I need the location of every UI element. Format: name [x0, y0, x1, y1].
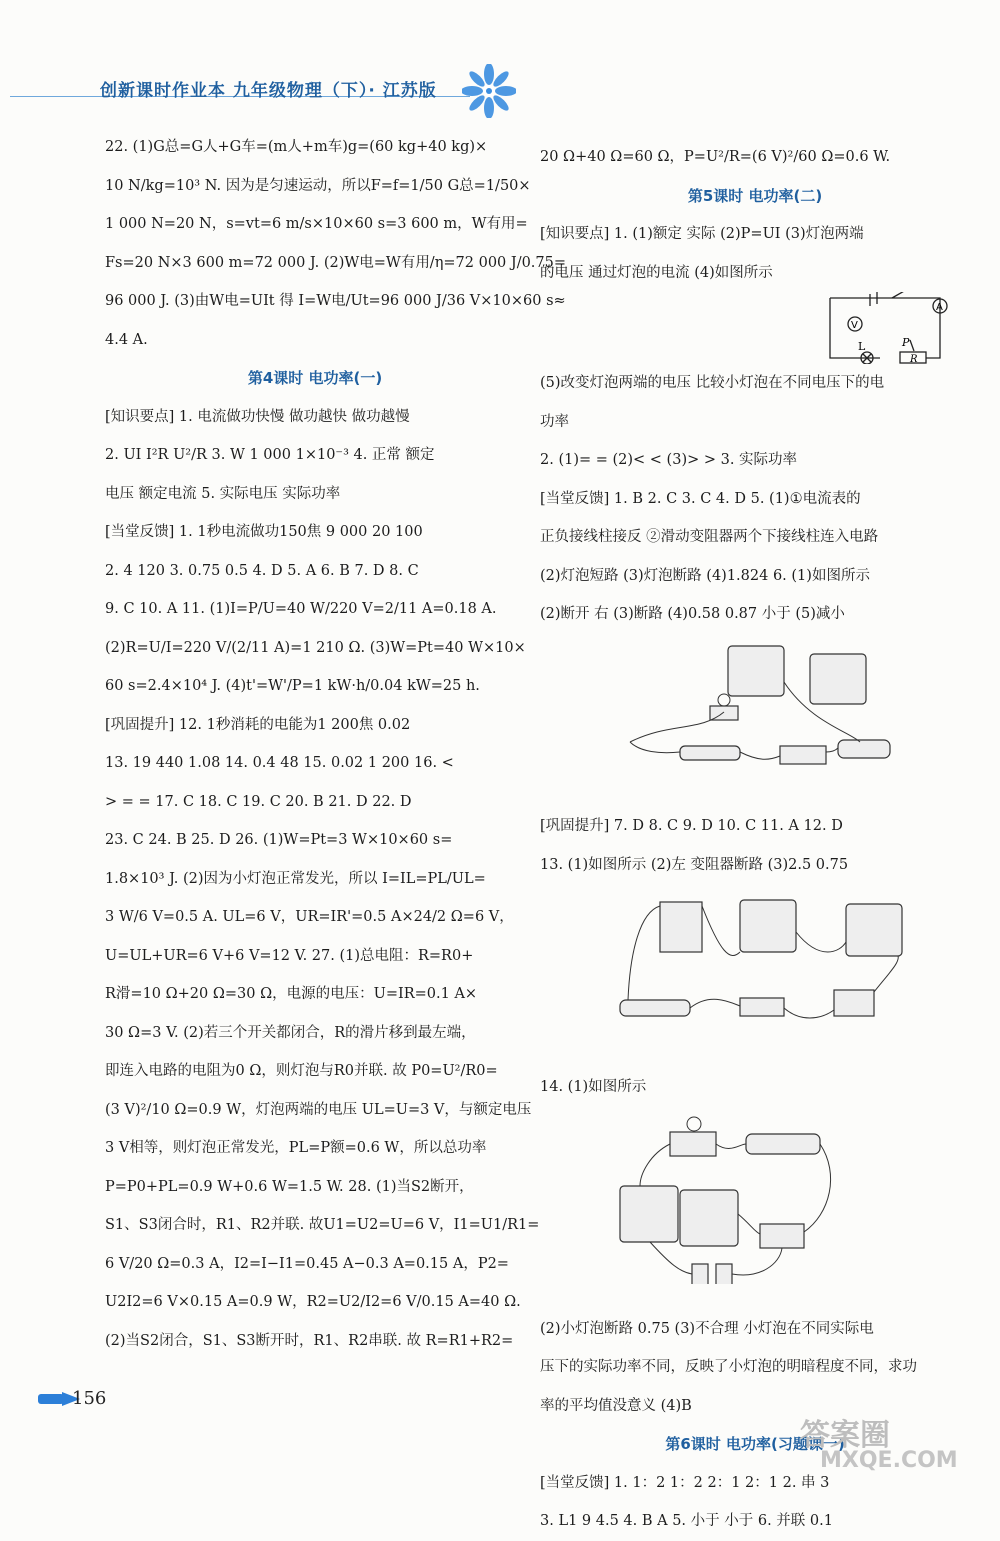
text-line: Fs=20 N×3 600 m=72 000 J. (2)W电=W有用/η=72 000 J/0.75=: [105, 254, 567, 271]
text-line: 1.8×10³ J. (2)因为小灯泡正常发光，所以 I=IL=PL/UL=: [105, 870, 486, 887]
section-heading: 第5课时 电功率(二): [687, 186, 823, 205]
header-title: 创新课时作业本 九年级物理（下）· 江苏版: [100, 81, 437, 101]
text-line: 22. (1)G总=G人+G车=(m人+m车)g=(60 kg+40 kg)×: [105, 139, 488, 155]
text-line: 2. (1)= = (2)< < (3)> > 3. 实际功率: [540, 452, 798, 468]
slider-label: P: [902, 336, 910, 349]
text-line: 即连入电路的电阻为0 Ω，则灯泡与R0并联. 故 P0=U²/R0=: [105, 1063, 498, 1079]
text-line: 13. 19 440 1.08 14. 0.4 48 15. 0.02 1 200 16. <: [105, 755, 454, 771]
text-line: 60 s=2.4×10⁴ J. (4)t'=W'/P=1 kW·h/0.04 kW=25 h.: [105, 678, 480, 694]
apparatus-figure-13: [610, 892, 910, 1042]
text-line: 正负接线柱接反 ②滑动变阻器两个下接线柱连入电路: [540, 529, 879, 545]
voltmeter-label: V: [851, 320, 858, 331]
text-line: > = = 17. C 18. C 19. C 20. B 21. D 22. D: [105, 793, 412, 810]
text-line: [巩固提升] 12. 1秒消耗的电能为1 200焦 0.02: [105, 716, 411, 733]
text-line: (2)当S2闭合，S1、S3断开时，R1、R2串联. 故 R=R1+R2=: [105, 1332, 514, 1349]
text-line: [当堂反馈] 1. 1秒电流做功150焦 9 000 20 100: [105, 524, 423, 540]
text-line: 3. L1 9 4.5 4. B A 5. 小于 小于 6. 并联 0.1: [540, 1513, 833, 1529]
watermark-url: MXQE.COM: [820, 1448, 958, 1473]
text-line: R滑=10 Ω+20 Ω=30 Ω，电源的电压：U=IR=0.1 A×: [105, 986, 478, 1002]
text-line: 9. C 10. A 11. (1)I=P/U=40 W/220 V=2/11 A=0.18 A.: [105, 601, 497, 617]
page-number: 156: [72, 1388, 107, 1409]
text-line: 电压 额定电流 5. 实际电压 实际功率: [105, 485, 341, 502]
left-column: [105, 128, 567, 1360]
text-line: [当堂反馈] 1. B 2. C 3. C 4. D 5. (1)①电流表的: [540, 490, 861, 507]
text-line: 23. C 24. B 25. D 26. (1)W=Pt=3 W×10×60 s=: [105, 832, 453, 848]
text-line: (5)改变灯泡两端的电压 比较小灯泡在不同电压下的电: [540, 375, 885, 391]
text-line: P=P0+PL=0.9 W+0.6 W=1.5 W. 28. (1)当S2断开，: [105, 1178, 474, 1195]
text-line: 3 V相等，则灯泡正常发光，PL=P额=0.6 W，所以总功率: [105, 1140, 487, 1156]
text-line: [知识要点] 1. 电流做功快慢 做功越快 做功越慢: [105, 408, 410, 425]
watermark-logo: 答案圈: [800, 1418, 890, 1453]
text-line: (2)灯泡短路 (3)灯泡断路 (4)1.824 6. (1)如图所示: [540, 567, 870, 584]
text-line: 14. (1)如图所示: [540, 1078, 647, 1095]
text-line: [知识要点] 1. (1)额定 实际 (2)P=UI (3)灯泡两端: [540, 226, 864, 242]
text-line: 3 W/6 V=0.5 A. UL=6 V，UR=IR'=0.5 A×24/2 Ω=6 V，: [105, 909, 514, 925]
apparatus-figure-14: [610, 1114, 890, 1284]
text-line: (2)小灯泡断路 0.75 (3)不合理 小灯泡在不同实际电: [540, 1320, 874, 1337]
text-line: 压下的实际功率不同，反映了小灯泡的明暗程度不同，求功: [540, 1359, 917, 1375]
flower-logo-icon: [462, 64, 516, 118]
text-line: 10 N/kg=10³ N. 因为是匀速运动，所以F=f=1/50 G总=1/50×: [105, 177, 531, 194]
text-line: 2. UI I²R U²/R 3. W 1 000 1×10⁻³ 4. 正常 额定: [105, 447, 435, 463]
section-heading: 第6课时 电功率(习题课一): [665, 1435, 845, 1453]
text-line: 1 000 N=20 N，s=vt=6 m/s×10×60 s=3 600 m，W有用=: [105, 216, 528, 232]
text-line: 30 Ω=3 V. (2)若三个开关都闭合，R的滑片移到最左端，: [105, 1024, 476, 1041]
text-line: 13. (1)如图所示 (2)左 变阻器断路 (3)2.5 0.75: [540, 856, 849, 873]
lamp-label: L: [858, 340, 866, 353]
text-line: U2I2=6 V×0.15 A=0.9 W，R2=U2/I2=6 V/0.15 A=40 Ω.: [105, 1294, 521, 1310]
text-line: [巩固提升] 7. D 8. C 9. D 10. C 11. A 12. D: [540, 818, 843, 834]
section-heading: 第4课时 电功率(一): [247, 369, 383, 387]
page-header: [10, 72, 470, 108]
ammeter-label: A: [936, 302, 943, 313]
text-line: (2)断开 右 (3)断路 (4)0.58 0.87 小于 (5)减小: [540, 606, 845, 622]
text-line: U=UL+UR=6 V+6 V=12 V. 27. (1)总电阻：R=R0+: [105, 947, 474, 964]
circuit-diagram: [540, 292, 970, 364]
text-line: (3 V)²/10 Ω=0.9 W，灯泡两端的电压 UL=U=3 V，与额定电压: [105, 1101, 532, 1118]
text-line: 20 Ω+40 Ω=60 Ω，P=U²/R=(6 V)²/60 Ω=0.6 W.: [540, 149, 891, 165]
right-column: [540, 138, 970, 1541]
text-line: 6 V/20 Ω=0.3 A，I2=I−I1=0.45 A−0.3 A=0.15 A，P2=: [105, 1255, 509, 1272]
text-line: (2)R=U/I=220 V/(2/11 A)=1 210 Ω. (3)W=Pt=40 W×10×: [105, 639, 526, 656]
text-line: 4.4 A.: [105, 331, 148, 348]
text-line: 2. 4 120 3. 0.75 0.5 4. D 5. A 6. B 7. D 8. C: [105, 562, 419, 579]
apparatus-figure-6: [610, 642, 900, 782]
text-line: 的电压 通过灯泡的电流 (4)如图所示: [540, 264, 773, 281]
text-line: S1、S3闭合时，R1、R2并联. 故U1=U2=U=6 V，I1=U1/R1=: [105, 1217, 540, 1233]
text-line: 率的平均值没意义 (4)B: [540, 1397, 692, 1414]
rheostat-label: R: [910, 354, 918, 364]
page-arrow-bar: [38, 1394, 64, 1404]
text-line: 96 000 J. (3)由W电=UIt 得 I=W电/Ut=96 000 J/36 V×10×60 s≈: [105, 293, 566, 309]
text-line: [当堂反馈] 1. 1：2 1：2 2：1 2：1 2. 串 3: [540, 1474, 830, 1491]
text-line: 功率: [540, 413, 569, 430]
